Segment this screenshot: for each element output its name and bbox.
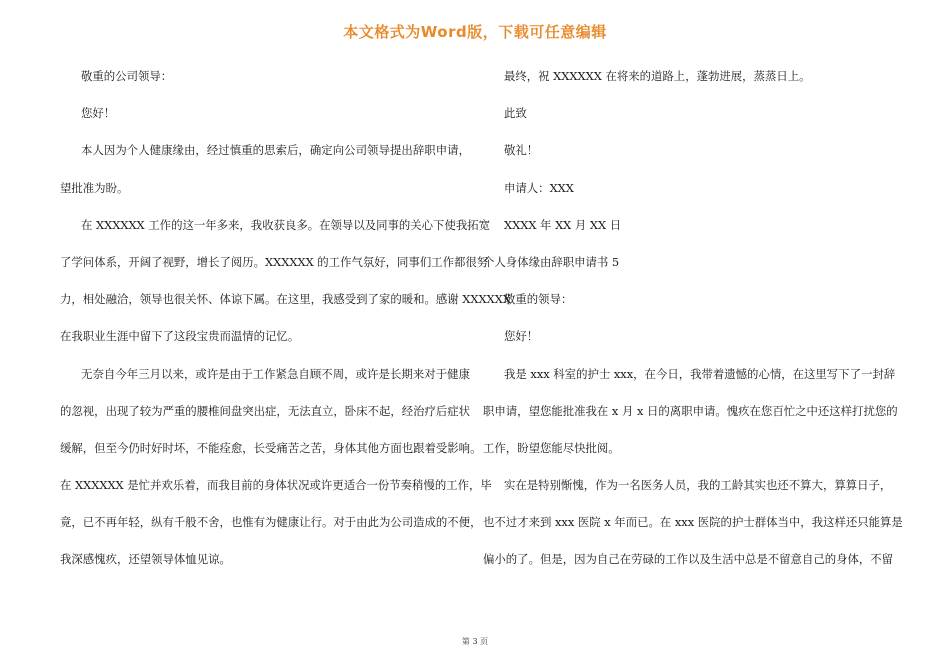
salutation: 敬重的公司领导： xyxy=(81,69,173,83)
application-date: XXXX 年 XX 月 XX 日 xyxy=(504,217,622,232)
paragraph-line: 我是 xxx 科室的护士 xxx，在今日，我带着遗憾的心情，在这里写下了一封辞 xyxy=(504,366,896,381)
right-column xyxy=(483,66,903,587)
paragraph-line: 实在是特别惭愧，作为一名医务人员，我的工龄其实也还不算大，算算日子， xyxy=(504,478,892,493)
document-banner: 本文格式为Word版，下载可任意编辑 xyxy=(343,23,607,41)
paragraph-line: 也不过才来到 xxx 医院 x 年而已。在 xxx 医院的护士群体当中，我这样还只能算是 xyxy=(483,515,903,530)
paragraph-line: 无奈自今年三月以来，或许是由于工作紧急自顾不周，或许是长期来对于健康 xyxy=(81,366,470,381)
closing-wish: 最终，祝 XXXXXX 在将来的道路上，蓬勃进展，蒸蒸日上。 xyxy=(504,69,811,83)
greeting: 您好！ xyxy=(81,106,116,121)
closing-phrase: 此致 xyxy=(504,106,527,121)
paragraph-line: 我深感愧疚，还望领导体恤见谅。 xyxy=(60,552,231,567)
paragraph-line: 缓解，但至今仍时好时坏，不能痊愈，长受痛苦之苦，身体其他方面也跟着受影响。 xyxy=(60,440,482,455)
paragraph-line: 了学问体系，开阔了视野，增长了阅历。XXXXXX 的工作气氛好，同事们工作都很努 xyxy=(60,254,489,269)
paragraph-line: 竟，已不再年轻，纵有千般不舍，也惟有为健康让行。对于由此为公司造成的不便， xyxy=(60,515,482,530)
paragraph-line: 的忽视，出现了较为严重的腰椎间盘突出症，无法直立，卧床不起，经治疗后症状 xyxy=(60,403,471,418)
paragraph-line: 职申请，望您能批准我在 x 月 x 日的离职申请。愧疚在您百忙之中还这样打扰您的 xyxy=(483,403,898,418)
closing-salute: 敬礼！ xyxy=(504,143,539,158)
section-title: 个人身体缘由辞职申请书 5 xyxy=(483,254,620,269)
paragraph-line: 本人因为个人健康缘由，经过慎重的思索后，确定向公司领导提出辞职申请， xyxy=(81,143,470,158)
greeting: 您好！ xyxy=(504,329,539,344)
left-column xyxy=(60,66,511,587)
paragraph-line: 偏小的了。但是，因为自己在劳碌的工作以及生活中总是不留意自己的身体，不留 xyxy=(483,552,894,567)
paragraph-line: 在 XXXXXX 是忙并欢乐着，而我目前的身体状况或许更适合一份节奏稍慢的工作，毕 xyxy=(60,478,492,493)
applicant-name: 申请人：XXX xyxy=(504,180,574,195)
paragraph-line: 望批准为盼。 xyxy=(60,180,129,195)
paragraph-line: 在 XXXXXX 工作的这一年多来，我收获良多。在领导以及同事的关心下使我拓宽 xyxy=(81,217,491,232)
page-number: 第 3 页 xyxy=(461,637,489,646)
paragraph-line: 工作，盼望您能尽快批阅。 xyxy=(483,440,620,455)
salutation: 敬重的领导： xyxy=(504,292,573,307)
paragraph-line: 力，相处融洽，领导也很关怀、体谅下属。在这里，我感受到了家的暖和。感谢 XXXXXX xyxy=(60,292,511,307)
paragraph-line: 在我职业生涯中留下了这段宝贵而温情的记忆。 xyxy=(60,329,300,344)
